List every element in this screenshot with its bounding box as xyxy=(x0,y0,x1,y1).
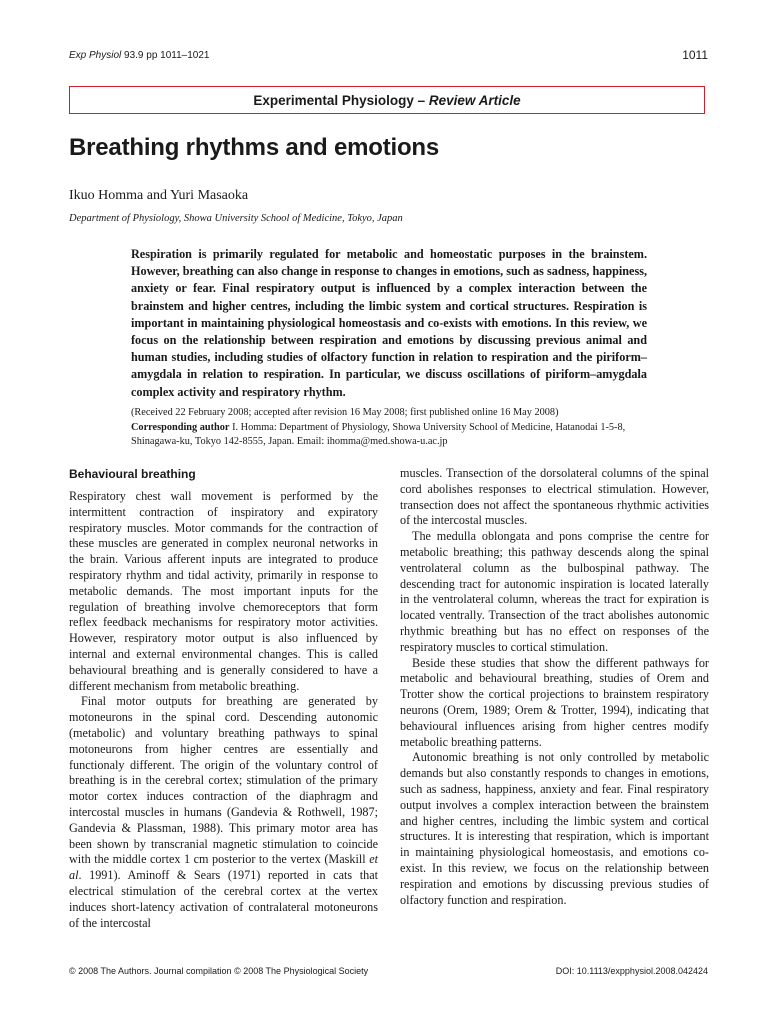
received-dates: (Received 22 February 2008; accepted after revision 16 May 2008; first published online 16 May 2008) xyxy=(131,407,559,418)
affiliation: Department of Physiology, Showa University School of Medicine, Tokyo, Japan xyxy=(69,213,403,224)
article-type: Review Article xyxy=(428,92,521,108)
journal-banner xyxy=(69,86,705,114)
paragraph: Beside these studies that show the different pathways for metabolic and behavioural breathing, studies of Orem and Trotter show the cortical projections to brainstem respiratory neurons (Orem, 1989; Orem & Trotter, 1994), indicating that behavioural influences arising from higher centres modify metabolic breathing patterns. xyxy=(400,655,709,749)
authors: Ikuo Homma and Yuri Masaoka xyxy=(69,188,249,203)
corresponding-label: Corresponding author xyxy=(131,421,230,433)
section-heading: Behavioural breathing xyxy=(69,467,196,481)
journal-name: Experimental Physiology – xyxy=(253,92,429,108)
journal-abbrev: Exp Physiol xyxy=(69,50,122,61)
paragraph: The medulla oblongata and pons comprise the centre for metabolic breathing; this pathway descends along the spinal ventrolateral column as the bulbospinal pathway. The descending tract for autonomic inspiration is located laterally in the ventrolateral column, whereas the tract for expiration is located ventrally. Transection of the tract abolishes autonomic rhythmic breathing but has no effect on responses of the respiratory muscles to cortical stimulation. xyxy=(400,529,709,654)
et-al: et al xyxy=(69,852,378,883)
copyright-notice: © 2008 The Authors. Journal compilation © 2008 The Physiological Society xyxy=(69,966,369,976)
paragraph-text: Final motor outputs for breathing are generated by motoneurons in the spinal cord. Descending autonomic (metabolic) and voluntary breathing pathways to spinal motoneurons from higher centres are essentially and functionaly different. The origin of the voluntary control of breathing is in the cerebral cortex; stimulation of the primary motor cortex induces contraction of the diaphragm and intercostal muscles in humans (Gandevia & Rothwell, 1987; Gandevia & Plassman, 1988). This primary motor area has been shown by transcranial magnetic stimulation to coincide with the middle cortex 1 cm posterior to the vertex (Maskill xyxy=(69,694,378,867)
article-history xyxy=(131,406,661,450)
left-column xyxy=(69,466,378,931)
paragraph: Autonomic breathing is not only controlled by metabolic demands but also constantly responds to changes in emotions, such as sadness, happiness, anxiety and fear. Final respiratory output involves a complex interaction between the brainstem and higher centres, including the limbic system and cortical structures. It is interesting that respiration, which is important in maintaining physiological homeostasis, and emotions co-exist. In this review, we focus on the relationship between respiration and emotions by discussing previous studies of olfactory function and respiration. xyxy=(400,750,709,907)
paragraph: muscles. Transection of the dorsolateral columns of the spinal cord abolishes responses to electrical stimulation. However, transection does not affect the spontaneous rhythmic activities of the intercostal muscles. xyxy=(400,466,709,528)
running-head xyxy=(69,50,209,61)
article-title: Breathing rhythms and emotions xyxy=(69,134,440,161)
abstract: Respiration is primarily regulated for metabolic and homeostatic purposes in the brainstem. However, breathing can also change in response to changes in emotions, such as sadness, happiness, anxiety or fear. Final respiratory output is influenced by a complex interaction between the brainstem and higher centres, including the limbic system and cortical structures. Respiration is important in maintaining physiological homeostasis and co-exists with emotions. In this review, we focus on the relationship between respiration and emotions by discussing previous animal and human studies, including studies of olfactory function in relation to respiration and the piriform–amygdala in relation to respiration. In particular, we discuss oscillations of piriform–amygdala complex activity and respiratory rhythm. xyxy=(131,247,647,399)
citation: 93.9 pp 1011–1021 xyxy=(121,50,210,61)
paragraph xyxy=(69,694,378,931)
corresponding-details: I. Homma: Department of Physiology, Showa University School of Medicine, Hatanodai 1-5-8, Shinagawa-ku, Tokyo 142-8555, Japan. Email: ihomma@med.showa-u.ac.jp xyxy=(131,421,626,447)
doi: DOI: 10.1113/expphysiol.2008.042424 xyxy=(555,966,708,976)
corresponding-author xyxy=(131,421,661,450)
paragraph: Respiratory chest wall movement is performed by the intermittent contraction of inspiratory and expiratory respiratory muscles. Motor commands for the contraction of these muscles are generated in complex neuronal networks in the brain. Various afferent inputs are integrated to produce respiratory rhythm and tidal activity, primarily in response to metabolic demands. The most important inputs for the regulation of breathing involve chemoreceptors that form reflex feedback mechanisms for respiratory motor activities. However, respiratory motor output is also influenced by internal and external environmental changes. This is called behavioural breathing and is generally considered to have a different mechanism from metabolic breathing. xyxy=(69,489,378,693)
right-column xyxy=(400,466,709,908)
page-number: 1011 xyxy=(682,48,708,62)
paragraph-text: . 1991). Aminoff & Sears (1971) reported in cats that electrical stimulation of the cerebral cortex at the vertex induces short-latency activation of contralateral motoneurons of the intercostal xyxy=(69,868,378,930)
